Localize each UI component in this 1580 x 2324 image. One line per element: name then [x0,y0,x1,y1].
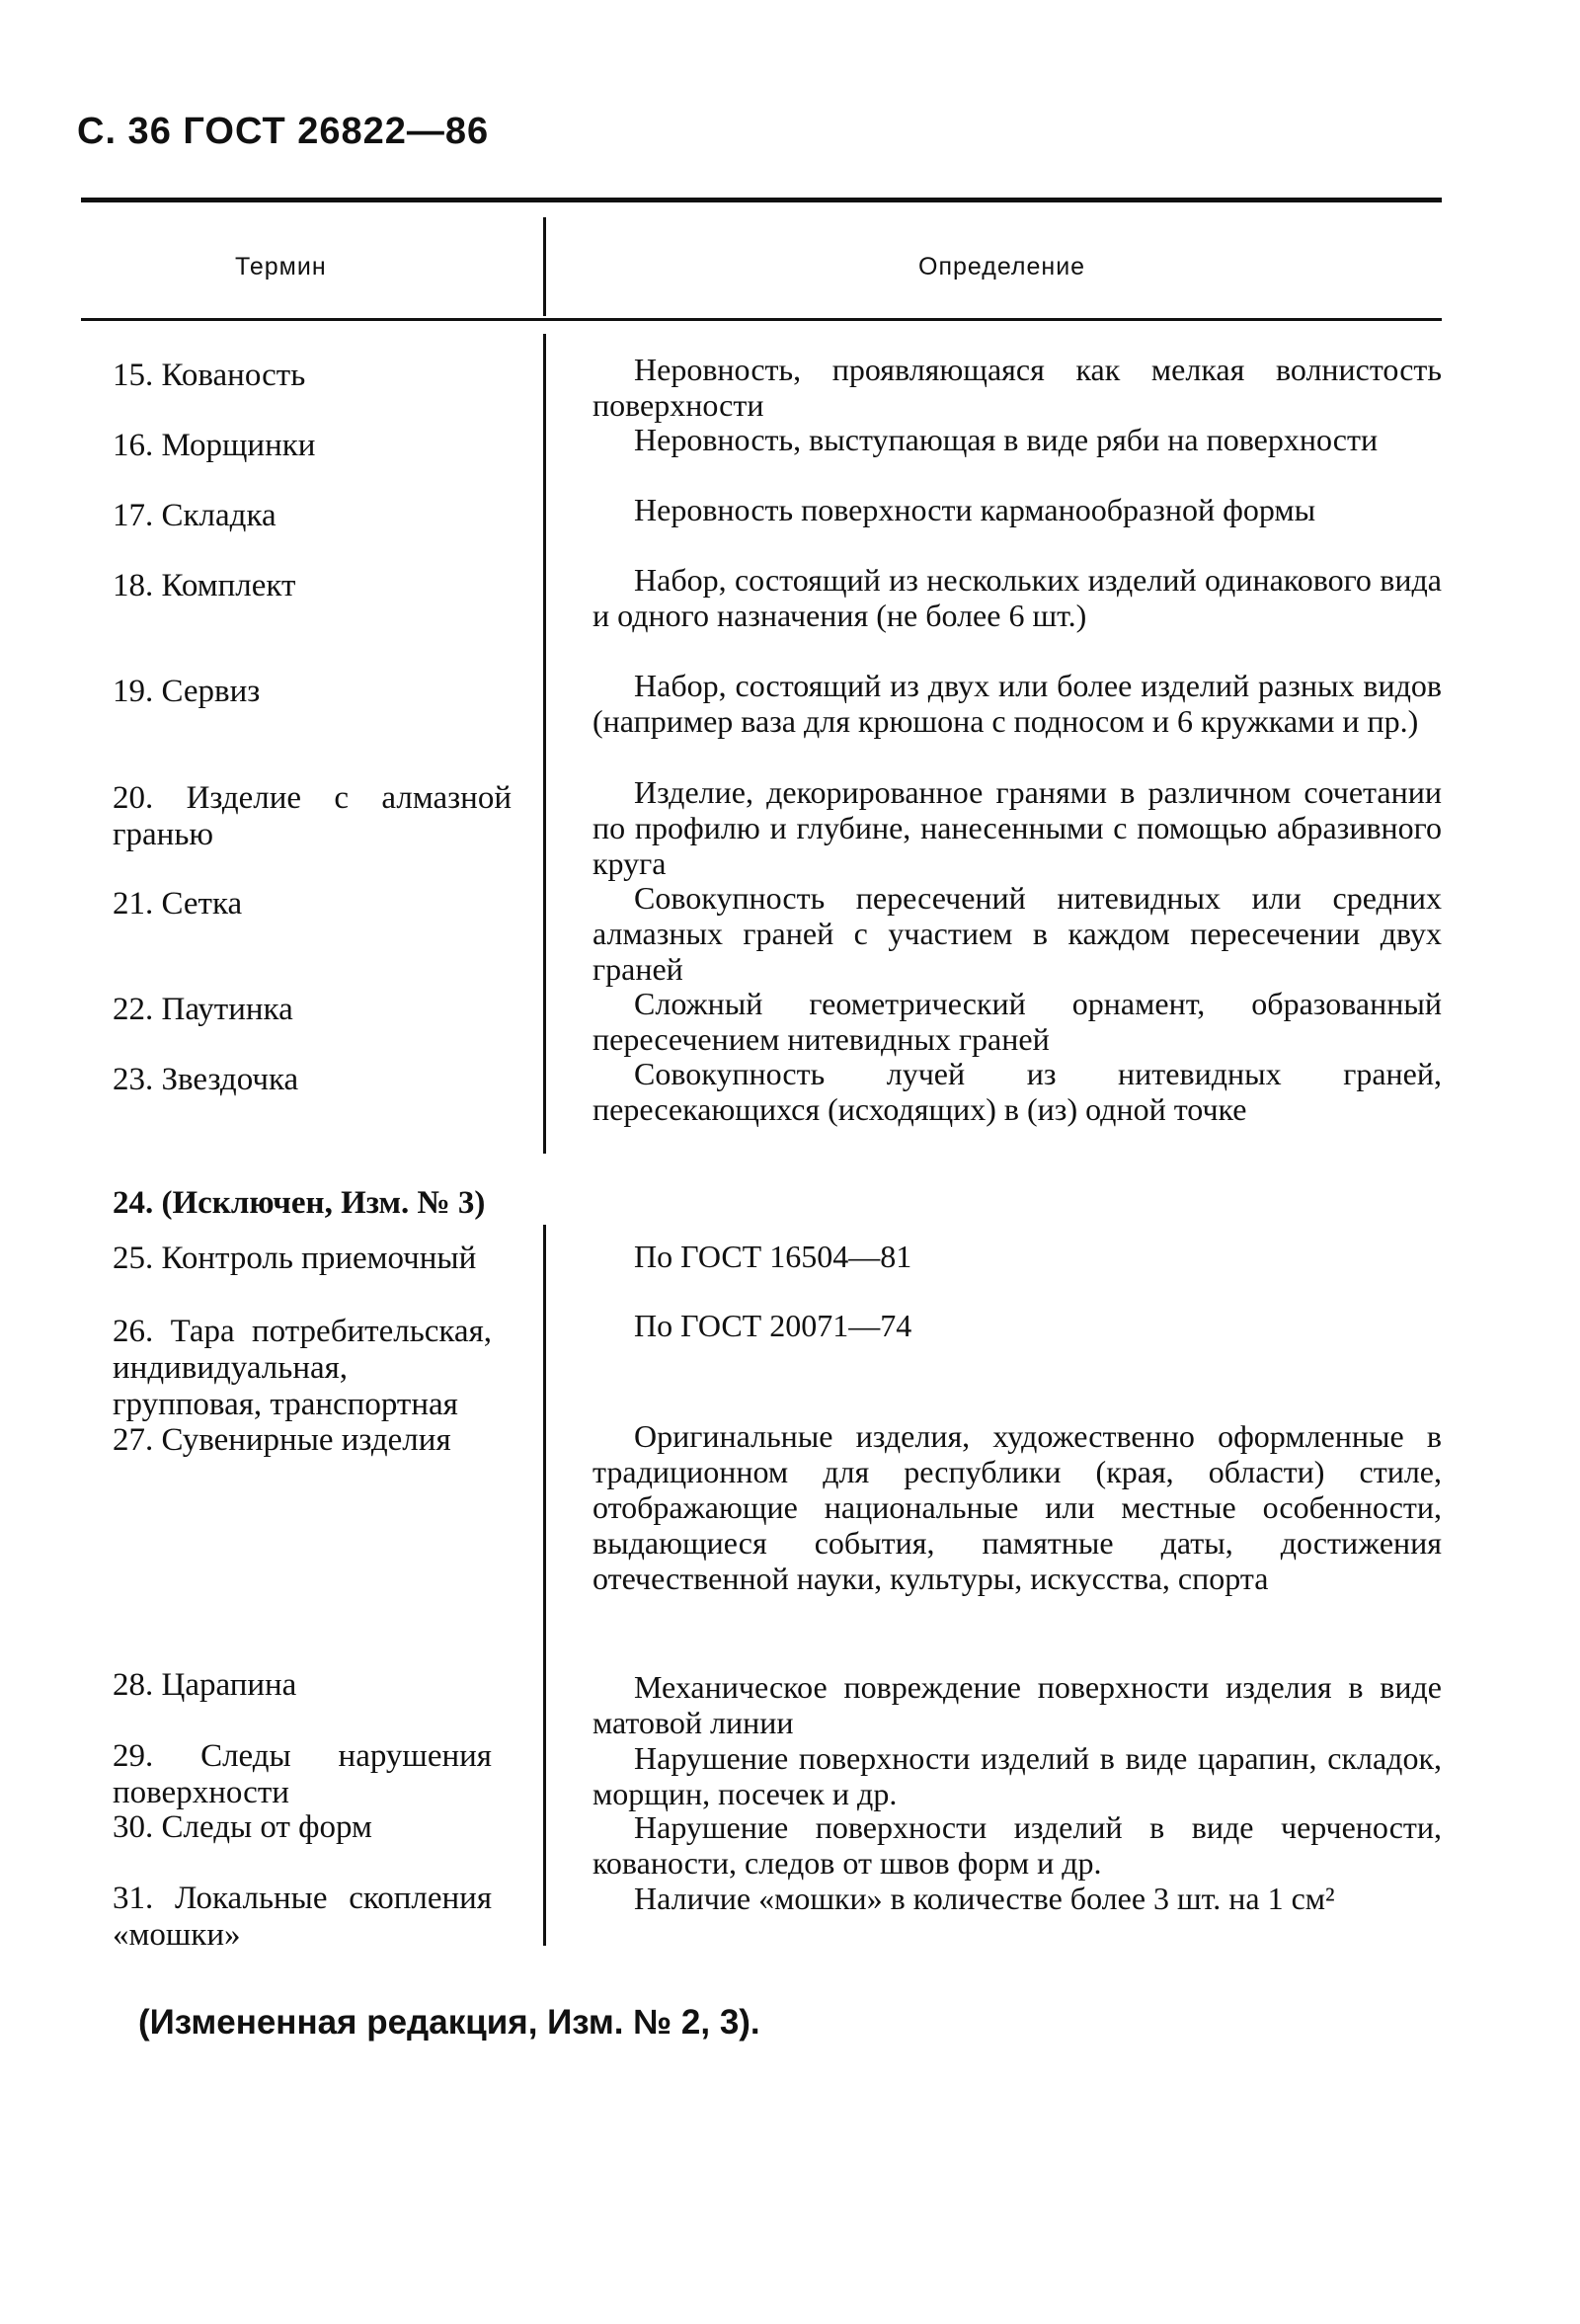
definition-cell: Неровность поверхности карманообразной формы [634,492,1316,527]
table-top-rule [81,198,1442,202]
column-header-term: Термин [235,253,327,280]
term-cell: 16. Морщинки [113,428,316,463]
term-cell: 26. Тара потребительская, индивидуальная, групповая, транспортная [113,1314,492,1422]
definition-cell: По ГОСТ 16504—81 [634,1239,912,1274]
excluded-item: 24. (Исключен, Изм. № 3) [113,1185,486,1221]
term-cell: 27. Сувенирные изделия [113,1422,451,1458]
term-cell: 23. Звездочка [113,1062,299,1097]
term-cell: 17. Складка [113,498,276,533]
definition-cell: Оригинальные изделия, художественно оформленные в традиционном для республики (края, области) стиле, отображающие национальные или местные особенности, выдающиеся события, памятные даты, достижения отечественной науки, культуры, искусства, спорта [592,1418,1442,1596]
term-cell: 21. Сетка [113,886,243,922]
definition-cell: Нарушение поверхности изделий в виде царапин, складок, морщин, посечек и др. [592,1740,1442,1811]
term-cell: 31. Локальные скопления «мошки» [113,1881,492,1953]
term-cell: 18. Комплект [113,568,296,603]
column-divider-upper [543,217,546,316]
term-cell: 22. Паутинка [113,992,293,1027]
amendment-note: (Измененная редакция, Изм. № 2, 3). [138,2003,760,2042]
column-divider-mid [543,334,546,1154]
definition-cell: Совокупность пересечений нитевидных или средних алмазных граней с участием в каждом пересечении двух граней [592,880,1442,987]
definition-cell: По ГОСТ 20071—74 [634,1308,912,1343]
term-cell: 15. Кованость [113,358,306,393]
definition-cell: Механическое повреждение поверхности изделия в виде матовой линии [592,1669,1442,1740]
column-divider-lower [543,1225,546,1946]
term-cell: 20. Изделие с алмазной гранью [113,780,512,852]
definition-cell: Совокупность лучей из нитевидных граней, пересекающихся (исходящих) в (из) одной точке [592,1056,1442,1127]
definition-cell: Нарушение поверхности изделий в виде черчености, кованости, следов от швов форм и др. [592,1809,1442,1881]
term-cell: 19. Сервиз [113,674,261,709]
term-cell: 25. Контроль приемочный [113,1241,477,1276]
term-cell: 30. Следы от форм [113,1809,372,1845]
term-cell: 29. Следы нарушения поверхности [113,1738,492,1810]
definition-cell: Набор, состоящий из нескольких изделий одинакового вида и одного назначения (не более 6 шт.) [592,562,1442,633]
definition-cell: Сложный геометрический орнамент, образованный пересечением нитевидных граней [592,986,1442,1057]
definition-cell: Неровность, выступающая в виде ряби на поверхности [634,422,1379,457]
definition-cell: Неровность, проявляющаяся как мелкая волнистость поверхности [592,352,1442,423]
term-cell: 28. Царапина [113,1667,297,1703]
definition-cell: Изделие, декорированное гранями в различном сочетании по профилю и глубине, нанесенными с помощью абразивного круга [592,774,1442,881]
definition-cell: Набор, состоящий из двух или более изделий разных видов (например ваза для крюшона с подносом и 6 кружками и пр.) [592,668,1442,739]
column-header-definition: Определение [918,253,1086,280]
table-header-rule [81,318,1442,321]
page-header: С. 36 ГОСТ 26822—86 [77,111,490,152]
definition-cell: Наличие «мошки» в количестве более 3 шт. на 1 см² [634,1881,1335,1916]
